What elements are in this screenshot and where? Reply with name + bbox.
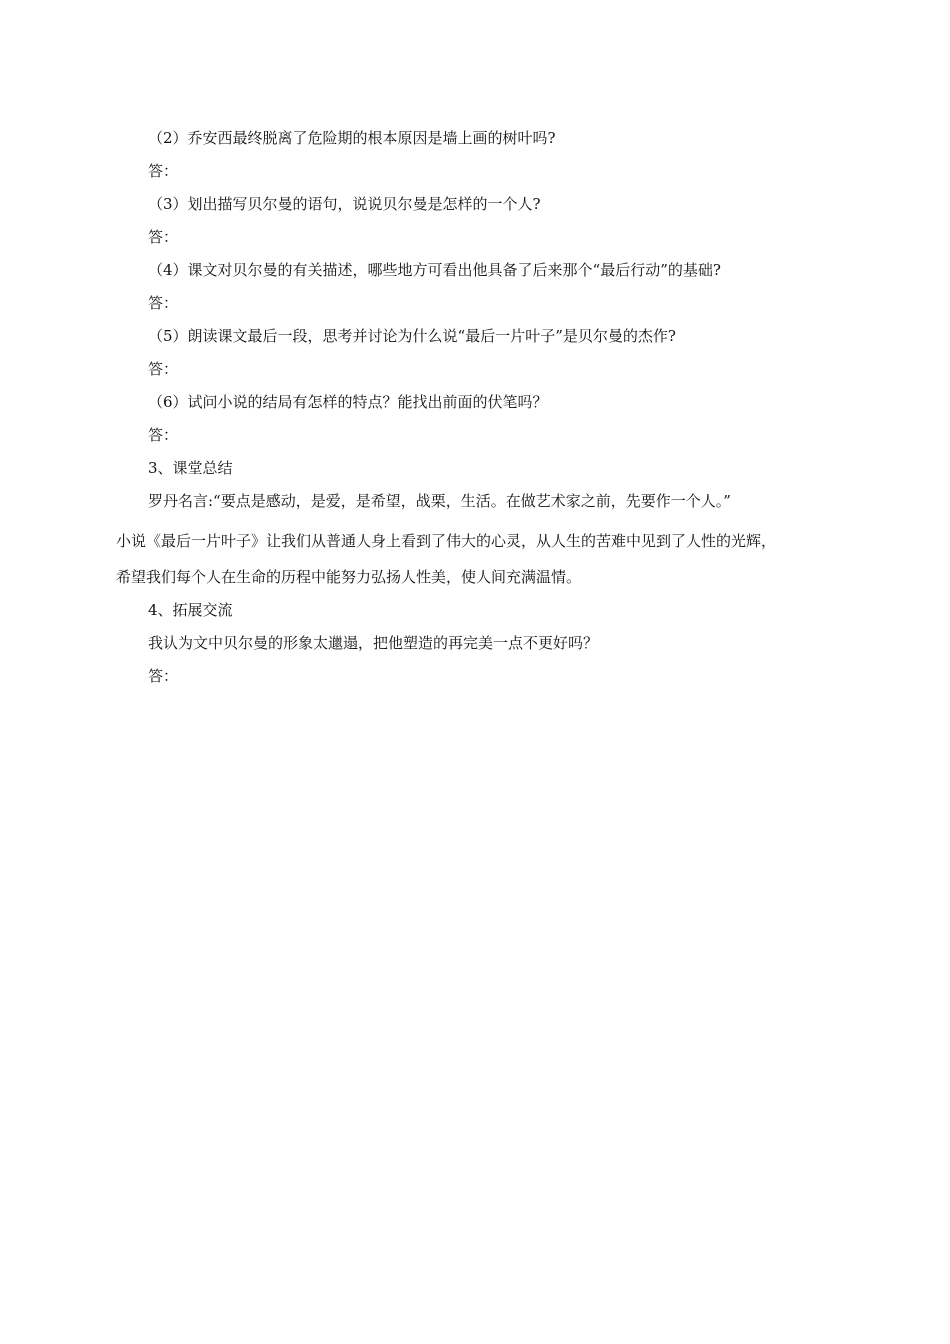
question-6: （6）试问小说的结局有怎样的特点？能找出前面的伏笔吗？ (148, 393, 548, 411)
question-4: （4）课文对贝尔曼的有关描述，哪些地方可看出他具备了后来那个“最后行动”的基础? (148, 261, 721, 279)
question-3: （3）划出描写贝尔曼的语句，说说贝尔曼是怎样的一个人? (148, 195, 541, 213)
section-heading-summary: 3、课堂总结 (148, 459, 233, 477)
question-5: （5）朗读课文最后一段，思考并讨论为什么说“最后一片叶子”是贝尔曼的杰作? (148, 327, 676, 345)
answer-label-5: 答： (148, 360, 179, 378)
summary-paragraph-line-3: 希望我们每个人在生命的历程中能努力弘扬人性美，使人间充满温情。 (116, 568, 582, 586)
summary-quote: 罗丹名言:“要点是感动，是爱，是希望，战栗，生活。在做艺术家之前，先要作一个人。” (148, 492, 731, 510)
answer-label-3: 答： (148, 228, 179, 246)
question-2: （2）乔安西最终脱离了危险期的根本原因是墙上画的树叶吗? (148, 129, 556, 147)
answer-label-extension: 答： (148, 667, 179, 685)
section-heading-extension: 4、拓展交流 (148, 601, 233, 619)
answer-label-2: 答： (148, 162, 179, 180)
summary-paragraph-line-2: 小说《最后一片叶子》让我们从普通人身上看到了伟大的心灵，从人生的苦难中见到了人性的光辉， (116, 532, 777, 550)
extension-question: 我认为文中贝尔曼的形象太邋遢，把他塑造的再完美一点不更好吗？ (148, 634, 599, 652)
answer-label-6: 答： (148, 426, 179, 444)
answer-label-4: 答： (148, 294, 179, 312)
